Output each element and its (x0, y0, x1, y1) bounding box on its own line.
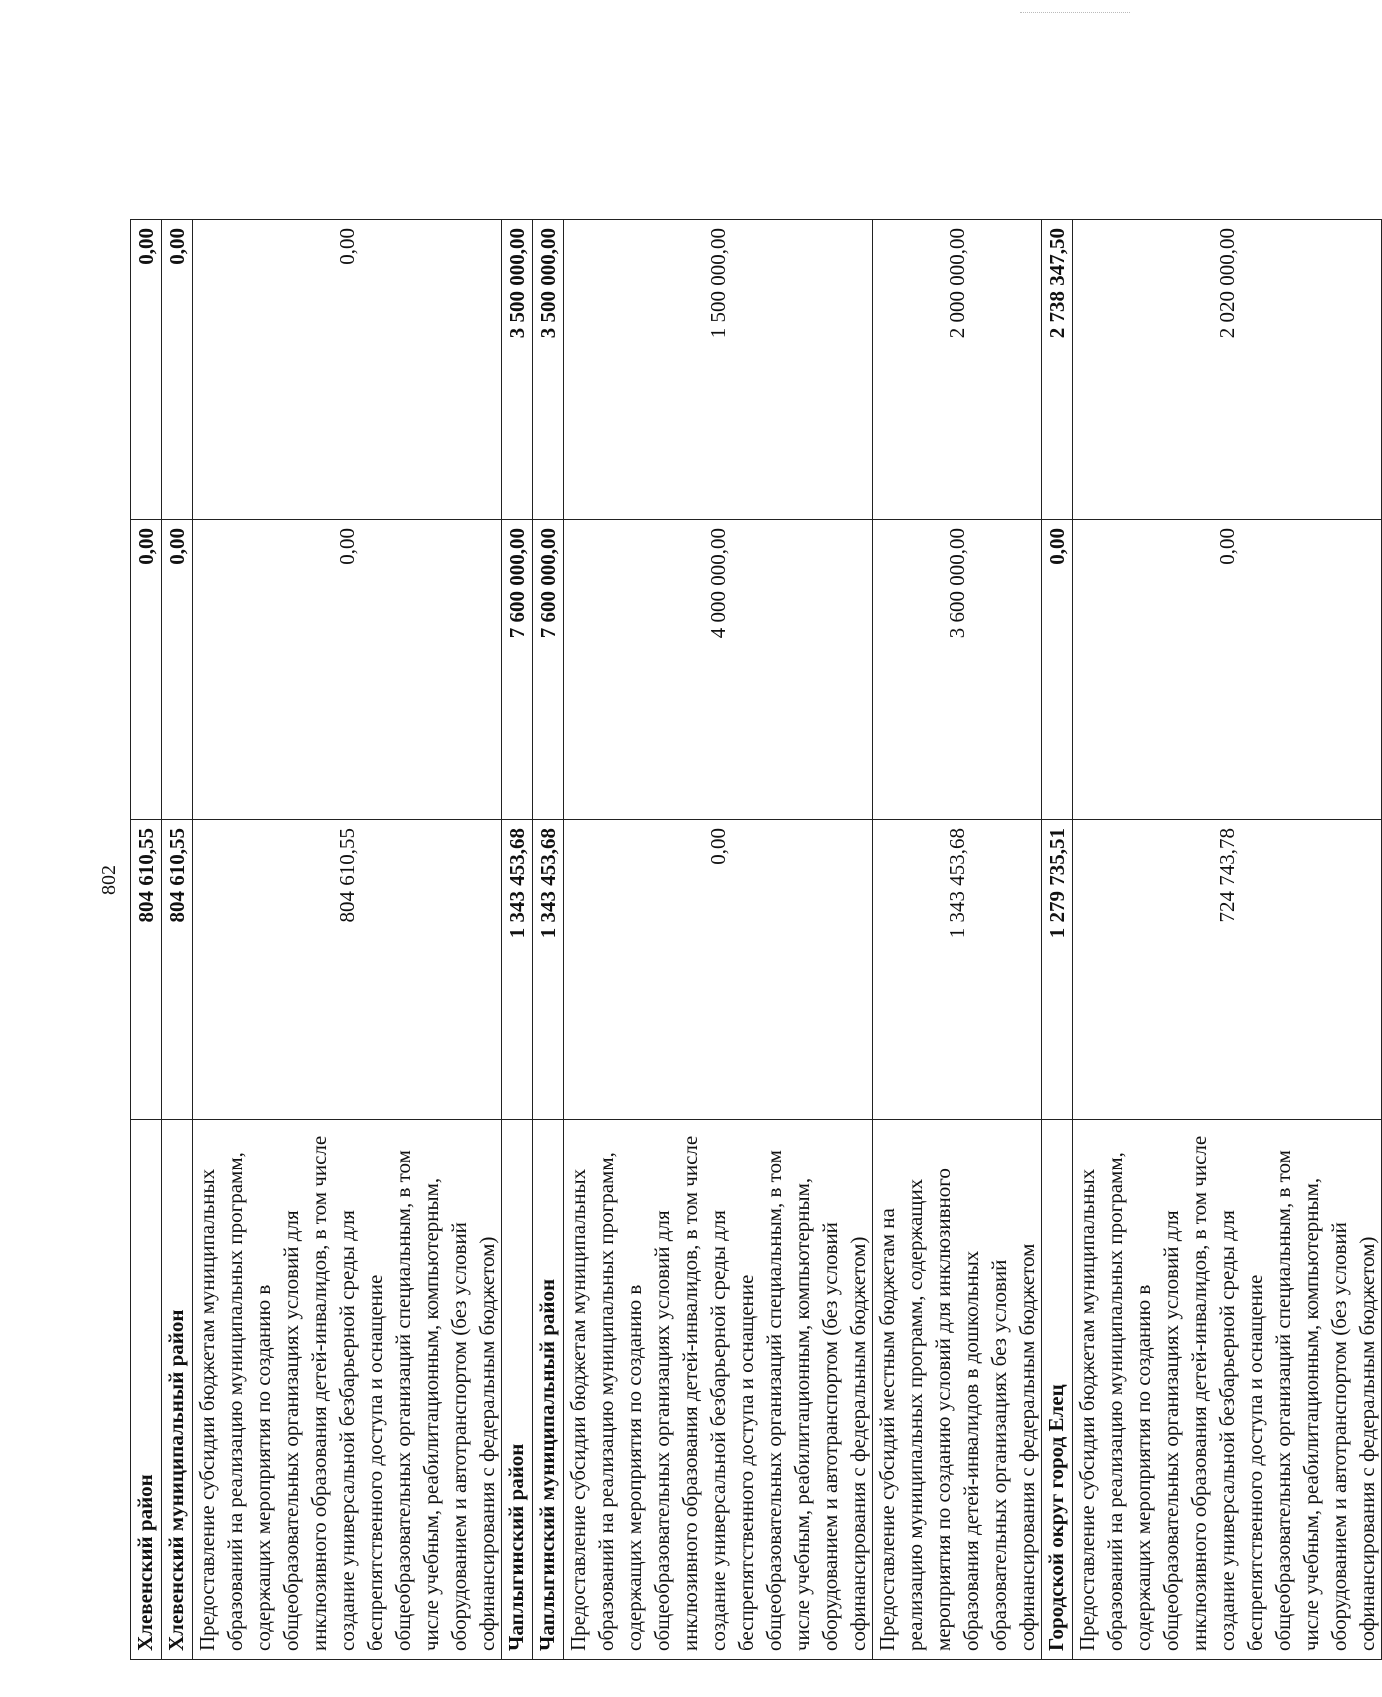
row-description: Городской округ город Елец (1042, 1120, 1073, 1660)
row-description: Чаплыгинский район (502, 1120, 533, 1660)
value-cell-1: 804 610,55 (162, 820, 193, 1120)
group-row (533, 220, 564, 1660)
row-description: Предоставление субсидии бюджетам муниципальных образований на реализацию муниципальных программ, содержащих мероприятия по созданию в общеобразовательных организациях условий для инклюзивного образования детей-инвалидов, в том числе создание универсальной безбарьерной среды для беспрепятственного доступа и оснащение общеобразовательных организаций специальным, в том числе учебным, реабилитационным, компьютерным, оборудованием и автотранспортом (без условий софинансирования с федеральным бюджетом) (193, 1120, 502, 1660)
value-cell-2: 0,00 (193, 520, 502, 820)
group-row (131, 220, 162, 1660)
group-row (1042, 220, 1073, 1660)
value-cell-3: 3 500 000,00 (533, 220, 564, 520)
value-cell-2: 7 600 000,00 (533, 520, 564, 820)
value-cell-1: 1 343 453,68 (873, 820, 1042, 1120)
table-row (1073, 220, 1382, 1660)
value-cell-3: 2 000 000,00 (873, 220, 1042, 520)
value-cell-3: 3 500 000,00 (502, 220, 533, 520)
group-row (502, 220, 533, 1660)
value-cell-1: 0,00 (564, 820, 873, 1120)
row-description: Хлевенский муниципальный район (162, 1120, 193, 1660)
scan-artifact (1020, 12, 1130, 15)
group-row (162, 220, 193, 1660)
value-cell-3: 2 020 000,00 (1073, 220, 1382, 520)
page-number: 802 (98, 865, 120, 895)
row-description: Предоставление субсидий местным бюджетам на реализацию муниципальных программ, содержащих мероприятия по созданию условий для инклюзивного образования детей-инвалидов в дошкольных образовательных организациях без условий софинансирования с федеральным бюджетом (873, 1120, 1042, 1660)
value-cell-2: 0,00 (162, 520, 193, 820)
value-cell-3: 0,00 (131, 220, 162, 520)
value-cell-1: 1 343 453,68 (502, 820, 533, 1120)
value-cell-3: 0,00 (162, 220, 193, 520)
value-cell-2: 4 000 000,00 (564, 520, 873, 820)
table-row (193, 220, 502, 1660)
value-cell-2: 7 600 000,00 (502, 520, 533, 820)
table-row (873, 220, 1042, 1660)
value-cell-1: 724 743,78 (1073, 820, 1382, 1120)
table-row (564, 220, 873, 1660)
value-cell-2: 0,00 (1042, 520, 1073, 820)
subsidy-table (130, 219, 1382, 1660)
value-cell-3: 2 738 347,50 (1042, 220, 1073, 520)
table-body (131, 220, 1382, 1660)
value-cell-1: 804 610,55 (131, 820, 162, 1120)
row-description: Предоставление субсидии бюджетам муниципальных образований на реализацию муниципальных программ, содержащих мероприятия по созданию в общеобразовательных организациях условий для инклюзивного образования детей-инвалидов, в том числе создание универсальной безбарьерной среды для беспрепятственного доступа и оснащение общеобразовательных организаций специальным, в том числе учебным, реабилитационным, компьютерным, оборудованием и автотранспортом (без условий софинансирования с федеральным бюджетом) (1073, 1120, 1382, 1660)
value-cell-1: 804 610,55 (193, 820, 502, 1120)
value-cell-3: 1 500 000,00 (564, 220, 873, 520)
value-cell-2: 0,00 (131, 520, 162, 820)
value-cell-1: 1 343 453,68 (533, 820, 564, 1120)
value-cell-1: 1 279 735,51 (1042, 820, 1073, 1120)
row-description: Хлевенский район (131, 1120, 162, 1660)
row-description: Чаплыгинский муниципальный район (533, 1120, 564, 1660)
row-description: Предоставление субсидии бюджетам муниципальных образований на реализацию муниципальных программ, содержащих мероприятия по созданию в общеобразовательных организациях условий для инклюзивного образования детей-инвалидов, в том числе создание универсальной безбарьерной среды для беспрепятственного доступа и оснащение общеобразовательных организаций специальным, в том числе учебным, реабилитационным, компьютерным, оборудованием и автотранспортом (без условий софинансирования с федеральным бюджетом) (564, 1120, 873, 1660)
value-cell-2: 0,00 (1073, 520, 1382, 820)
value-cell-3: 0,00 (193, 220, 502, 520)
rotated-table-container (130, 220, 1379, 1660)
value-cell-2: 3 600 000,00 (873, 520, 1042, 820)
